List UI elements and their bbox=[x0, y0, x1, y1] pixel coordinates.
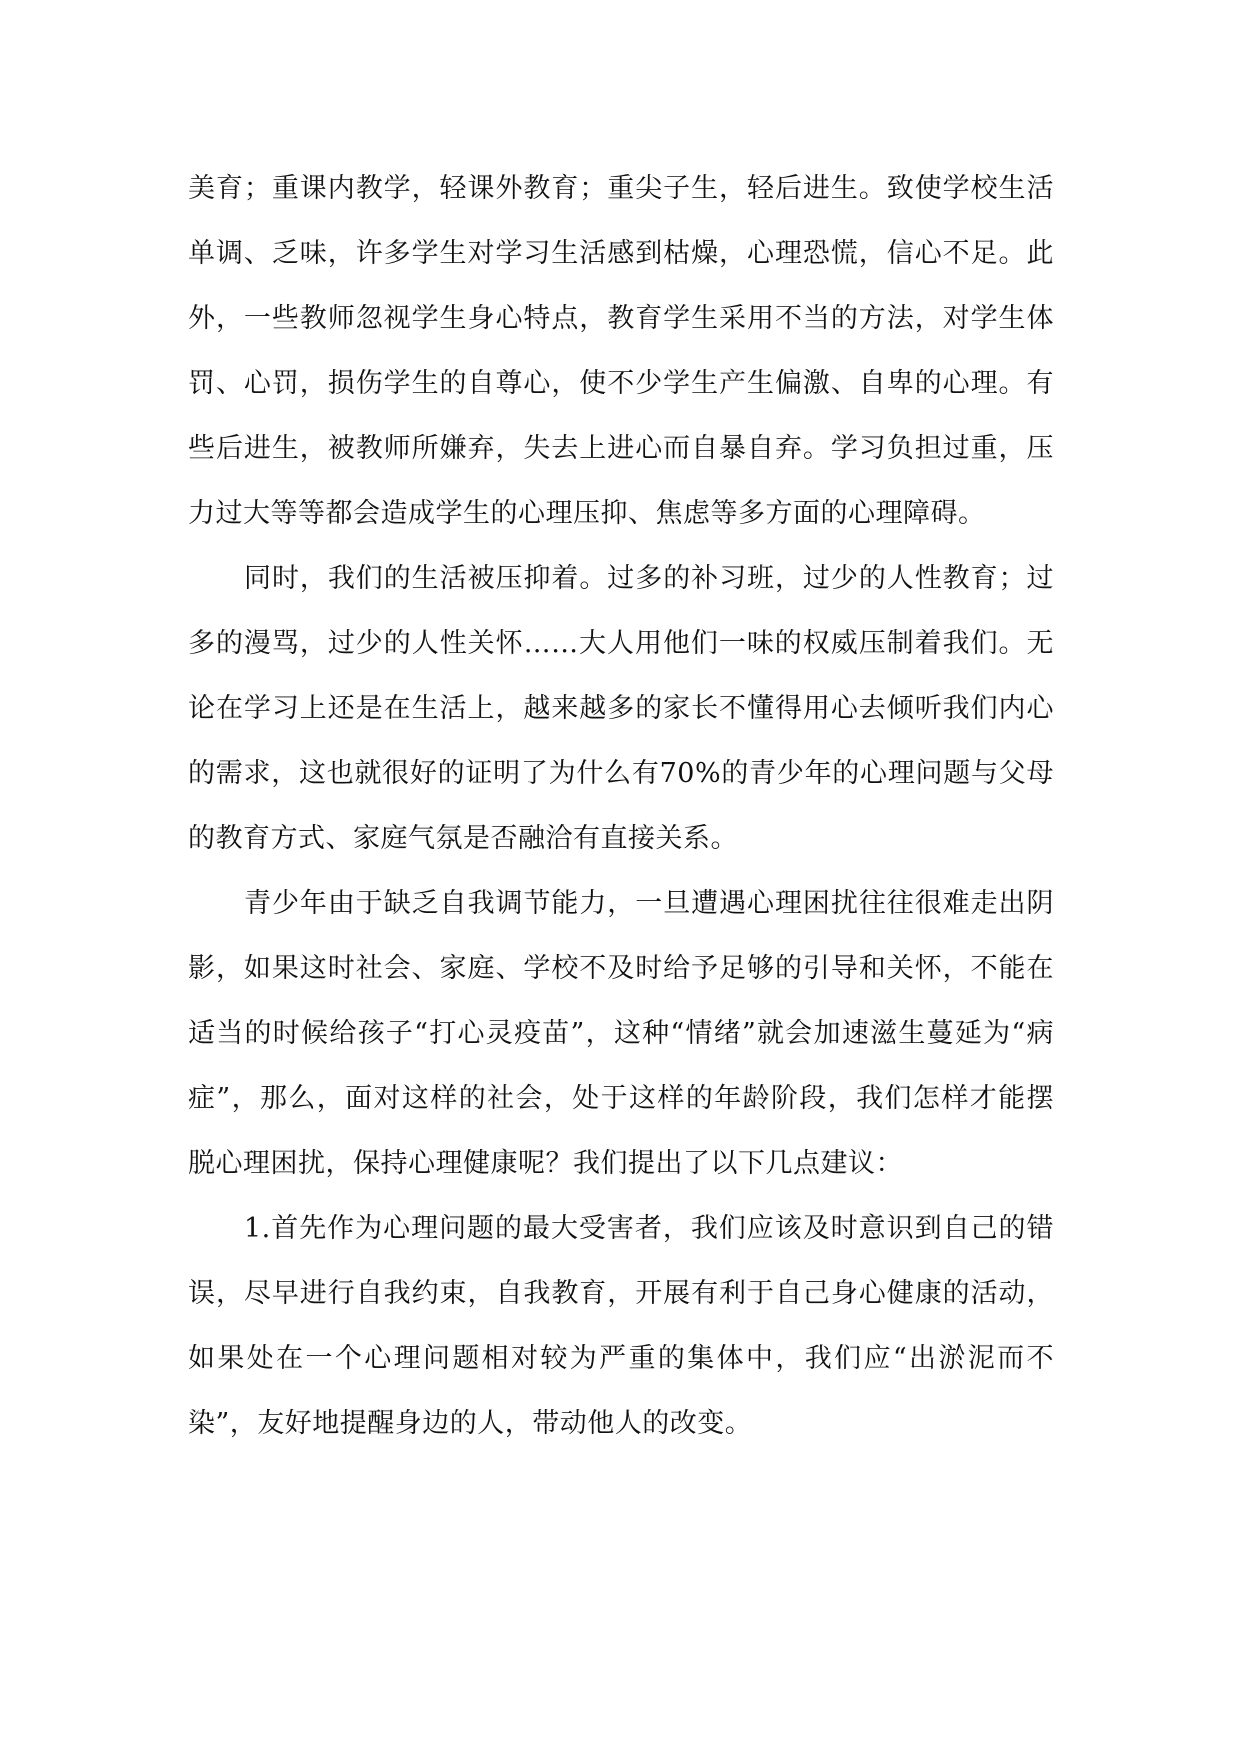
paragraph-3: 青少年由于缺乏自我调节能力，一旦遭遇心理困扰往往很难走出阴影，如果这时社会、家庭、学校不及时给予足够的引导和关怀，不能在适当的时候给孩子“打心灵疫苗”，这种“情绪”就会加速滋生蔓延为“病症”，那么，面对这样的社会，处于这样的年龄阶段，我们怎样才能摆脱心理困扰，保持心理健康呢？我们提出了以下几点建议： bbox=[188, 888, 1054, 1179]
paragraph-4: 1.首先作为心理问题的最大受害者，我们应该及时意识到自己的错误，尽早进行自我约束，自我教育，开展有利于自己身心健康的活动，如果处在一个心理问题相对较为严重的集体中，我们应“出淤泥而不染”，友好地提醒身边的人，带动他人的改变。 bbox=[188, 1213, 1054, 1439]
body-text bbox=[188, 156, 1054, 1456]
paragraph-2: 同时，我们的生活被压抑着。过多的补习班，过少的人性教育；过多的漫骂，过少的人性关怀……大人用他们一味的权威压制着我们。无论在学习上还是在生活上，越来越多的家长不懂得用心去倾听我们内心的需求，这也就很好的证明了为什么有70%的青少年的心理问题与父母的教育方式、家庭气氛是否融洽有直接关系。 bbox=[188, 563, 1054, 854]
paragraph-1: 美育；重课内教学，轻课外教育；重尖子生，轻后进生。致使学校生活单调、乏味，许多学生对学习生活感到枯燥，心理恐慌，信心不足。此外，一些教师忽视学生身心特点，教育学生采用不当的方法，对学生体罚、心罚，损伤学生的自尊心，使不少学生产生偏激、自卑的心理。有些后进生，被教师所嫌弃，失去上进心而自暴自弃。学习负担过重，压力过大等等都会造成学生的心理压抑、焦虑等多方面的心理障碍。 bbox=[188, 173, 1054, 529]
